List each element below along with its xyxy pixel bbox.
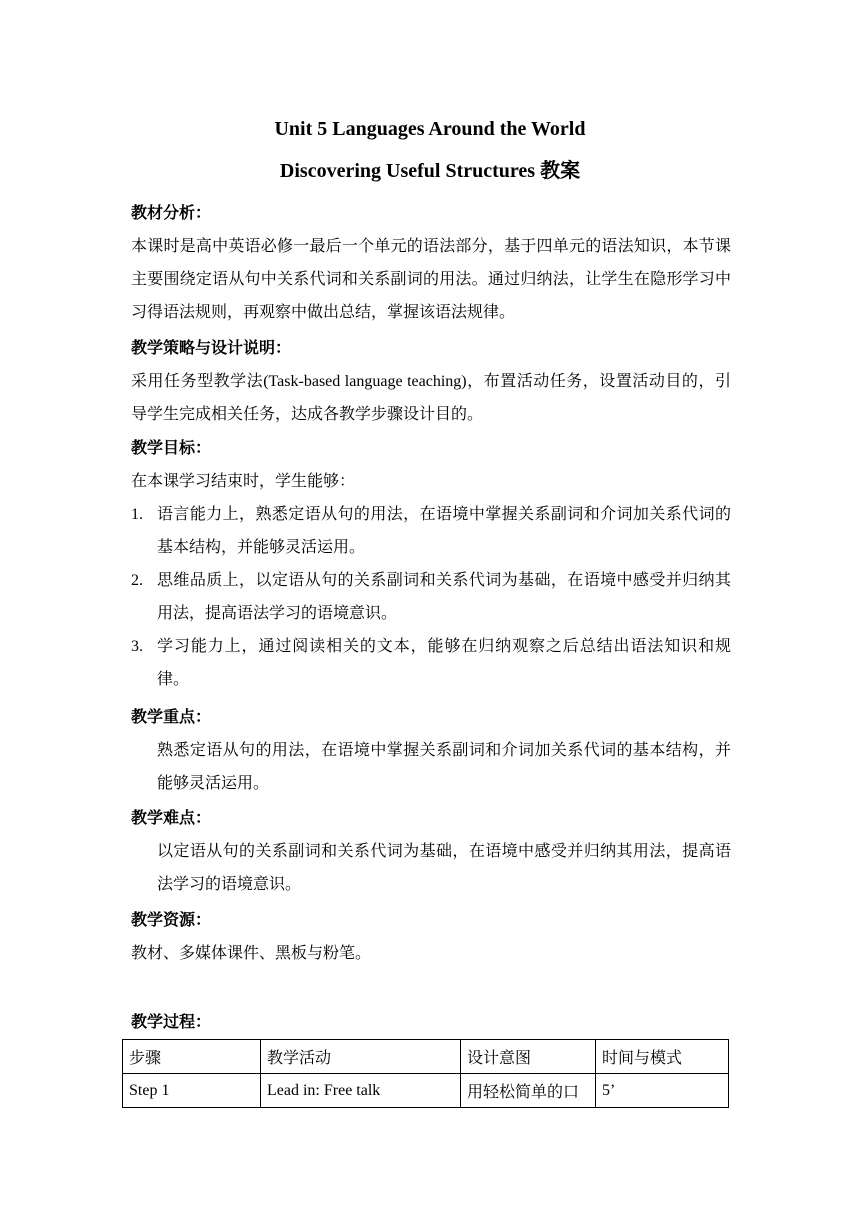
list-number: 3. [131, 638, 143, 655]
analysis-text: 本课时是高中英语必修一最后一个单元的语法部分，基于四单元的语法知识，本节课主要围绕定语从句中关系代词和关系副词的用法。通过归纳法，让学生在隐形学习中习得语法规则，再观察中做出总结，掌握该语法规律。 [131, 238, 731, 321]
table-cell: Lead in: Free talk [261, 1074, 461, 1108]
difficulties-heading: 教学难点： [131, 810, 212, 827]
list-item [131, 630, 731, 696]
objectives-heading: 教学目标： [131, 440, 212, 457]
list-item [131, 498, 731, 564]
key-points-text: 熟悉定语从句的用法，在语境中掌握关系副词和介词加关系代词的基本结构，并能够灵活运用。 [157, 742, 731, 792]
list-item [131, 564, 731, 630]
table-row [123, 1074, 729, 1108]
list-number: 2. [131, 572, 143, 589]
process-section [131, 1006, 731, 1039]
analysis-section [131, 197, 731, 329]
table-cell: 5’ [596, 1074, 729, 1108]
table-header-cell: 步骤 [123, 1040, 261, 1074]
process-heading: 教学过程： [131, 1014, 212, 1031]
objectives-intro: 在本课学习结束时，学生能够： [131, 473, 356, 490]
table-header-cell: 设计意图 [461, 1040, 596, 1074]
document-title: Unit 5 Languages Around the World [274, 118, 586, 140]
key-points-section [131, 701, 731, 800]
list-text: 思维品质上，以定语从句的关系副词和关系代词为基础，在语境中感受并归纳其用法，提高语法学习的语境意识。 [157, 572, 731, 622]
table-header-cell: 教学活动 [261, 1040, 461, 1074]
key-points-heading: 教学重点： [131, 709, 212, 726]
process-table [122, 1039, 729, 1108]
resources-text: 教材、多媒体课件、黑板与粉笔。 [131, 945, 372, 962]
list-text: 学习能力上，通过阅读相关的文本，能够在归纳观察之后总结出语法知识和规律。 [157, 638, 731, 688]
strategy-text: 采用任务型教学法(Task-based language teaching)，布置活动任务，设置活动目的，引导学生完成相关任务，达成各教学步骤设计目的。 [131, 373, 731, 423]
difficulties-text: 以定语从句的关系副词和关系代词为基础，在语境中感受并归纳其用法，提高语法学习的语境意识。 [157, 843, 731, 893]
list-number: 1. [131, 506, 143, 523]
document-subtitle: Discovering Useful Structures 教案 [279, 160, 581, 182]
objectives-section [131, 432, 731, 696]
resources-heading: 教学资源： [131, 912, 212, 929]
table-header-row [123, 1040, 729, 1074]
table-cell: 用轻松简单的口 [461, 1074, 596, 1108]
table-cell: Step 1 [123, 1074, 261, 1108]
strategy-section [131, 332, 731, 431]
objectives-list [131, 498, 731, 696]
resources-section [131, 904, 731, 970]
analysis-heading: 教材分析： [131, 205, 212, 222]
table-header-cell: 时间与模式 [596, 1040, 729, 1074]
list-text: 语言能力上，熟悉定语从句的用法，在语境中掌握关系副词和介词加关系代词的基本结构，并能够灵活运用。 [157, 506, 731, 556]
difficulties-section [131, 802, 731, 901]
strategy-heading: 教学策略与设计说明： [131, 340, 292, 357]
